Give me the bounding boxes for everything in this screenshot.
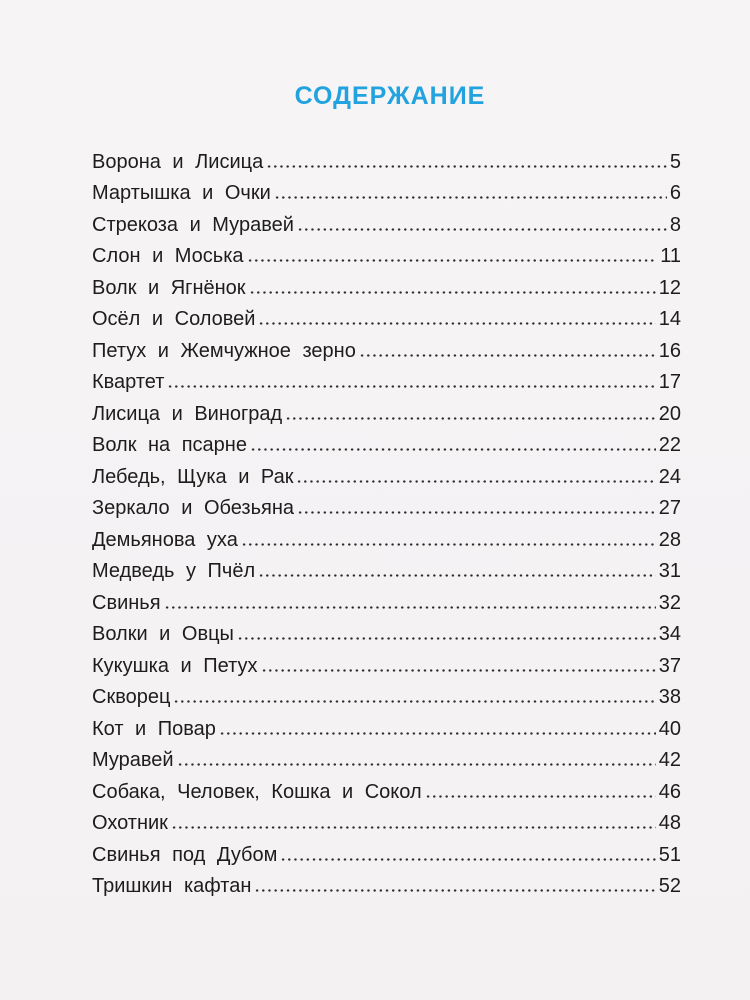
page-number: 52 [658, 875, 681, 897]
toc-entry [92, 646, 681, 678]
entry-title: Квартет [92, 371, 165, 393]
toc-entry [92, 678, 681, 710]
entry-title: Скворец [92, 686, 171, 708]
page-number: 24 [658, 465, 681, 488]
entry-title: Волк и Ягнёнок [92, 276, 246, 299]
toc-entry [92, 205, 681, 237]
dot-leader [297, 511, 656, 514]
dot-leader [285, 417, 656, 420]
toc-entry [92, 174, 681, 206]
toc-entry [92, 709, 681, 741]
page-number: 31 [658, 560, 681, 582]
dot-leader [425, 795, 656, 798]
entry-title: Лебедь, Щука и Рак [92, 465, 294, 488]
dot-leader [274, 196, 667, 199]
dot-leader [258, 574, 656, 577]
dot-leader [177, 763, 656, 766]
toc-entry [92, 426, 681, 458]
entry-title: Ворона и Лисица [92, 150, 264, 173]
page-number: 48 [658, 812, 681, 834]
entry-title: Слон и Моська [92, 245, 244, 267]
dot-leader [247, 259, 658, 262]
page-number: 32 [658, 591, 681, 614]
page-number: 28 [658, 528, 681, 551]
toc-entry [92, 583, 681, 615]
page-number: 11 [660, 245, 681, 267]
toc-entry [92, 142, 681, 174]
page-number: 42 [658, 749, 681, 771]
dot-leader [164, 606, 656, 609]
toc-entry [92, 867, 681, 899]
page-number: 51 [658, 843, 681, 866]
page-number: 22 [658, 434, 681, 456]
dot-leader [297, 228, 667, 231]
dot-leader [173, 700, 655, 703]
toc-entry [92, 237, 681, 269]
entry-title: Стрекоза и Муравей [92, 213, 294, 236]
page-number: 5 [669, 150, 681, 173]
entry-title: Тришкин кафтан [92, 875, 252, 897]
dot-leader [167, 385, 655, 388]
entry-title: Кукушка и Петух [92, 654, 258, 677]
dot-leader [296, 480, 655, 483]
entry-title: Осёл и Соловей [92, 308, 256, 330]
page-number: 46 [658, 780, 681, 803]
page-number: 16 [658, 339, 681, 362]
page-number: 20 [658, 402, 681, 425]
entry-title: Мартышка и Очки [92, 182, 271, 204]
dot-leader [359, 354, 656, 357]
entry-title: Волк на псарне [92, 434, 247, 456]
dot-leader [249, 291, 656, 294]
dot-leader [261, 669, 656, 672]
dot-leader [250, 448, 656, 451]
page-number: 37 [658, 654, 681, 677]
toc-entry [92, 552, 681, 584]
page-number: 40 [658, 717, 681, 740]
page-title: СОДЕРЖАНИЕ [294, 82, 486, 110]
toc-entry [92, 268, 681, 300]
toc-entry [92, 615, 681, 647]
dot-leader [219, 732, 656, 735]
entry-title: Медведь у Пчёл [92, 560, 256, 582]
entry-title: Собака, Человек, Кошка и Сокол [92, 780, 422, 803]
table-of-contents [92, 142, 681, 898]
toc-entry [92, 300, 681, 332]
entry-title: Волки и Овцы [92, 623, 234, 645]
dot-leader [254, 889, 655, 892]
entry-title: Свинья под Дубом [92, 843, 278, 866]
entry-title: Зеркало и Обезьяна [92, 497, 294, 519]
dot-leader [266, 165, 667, 168]
dot-leader [237, 637, 656, 640]
page-number: 17 [658, 371, 681, 393]
entry-title: Муравей [92, 749, 174, 771]
toc-entry [92, 489, 681, 521]
toc-entry [92, 457, 681, 489]
toc-entry [92, 835, 681, 867]
entry-title: Свинья [92, 591, 161, 614]
page-number: 12 [658, 276, 681, 299]
dot-leader [241, 543, 656, 546]
page-number: 6 [669, 182, 681, 204]
toc-entry [92, 520, 681, 552]
toc-entry [92, 741, 681, 773]
toc-entry [92, 772, 681, 804]
page-number: 34 [658, 623, 681, 645]
toc-entry [92, 804, 681, 836]
entry-title: Петух и Жемчужное зерно [92, 339, 356, 362]
page-number: 38 [658, 686, 681, 708]
entry-title: Охотник [92, 812, 168, 834]
entry-title: Кот и Повар [92, 717, 216, 740]
dot-leader [258, 322, 655, 325]
toc-entry [92, 331, 681, 363]
dot-leader [171, 826, 656, 829]
toc-entry [92, 363, 681, 395]
toc-entry [92, 394, 681, 426]
page-number: 8 [669, 213, 681, 236]
dot-leader [280, 858, 655, 861]
page-number: 27 [658, 497, 681, 519]
entry-title: Демьянова уха [92, 528, 238, 551]
entry-title: Лисица и Виноград [92, 402, 283, 425]
page-number: 14 [658, 308, 681, 330]
